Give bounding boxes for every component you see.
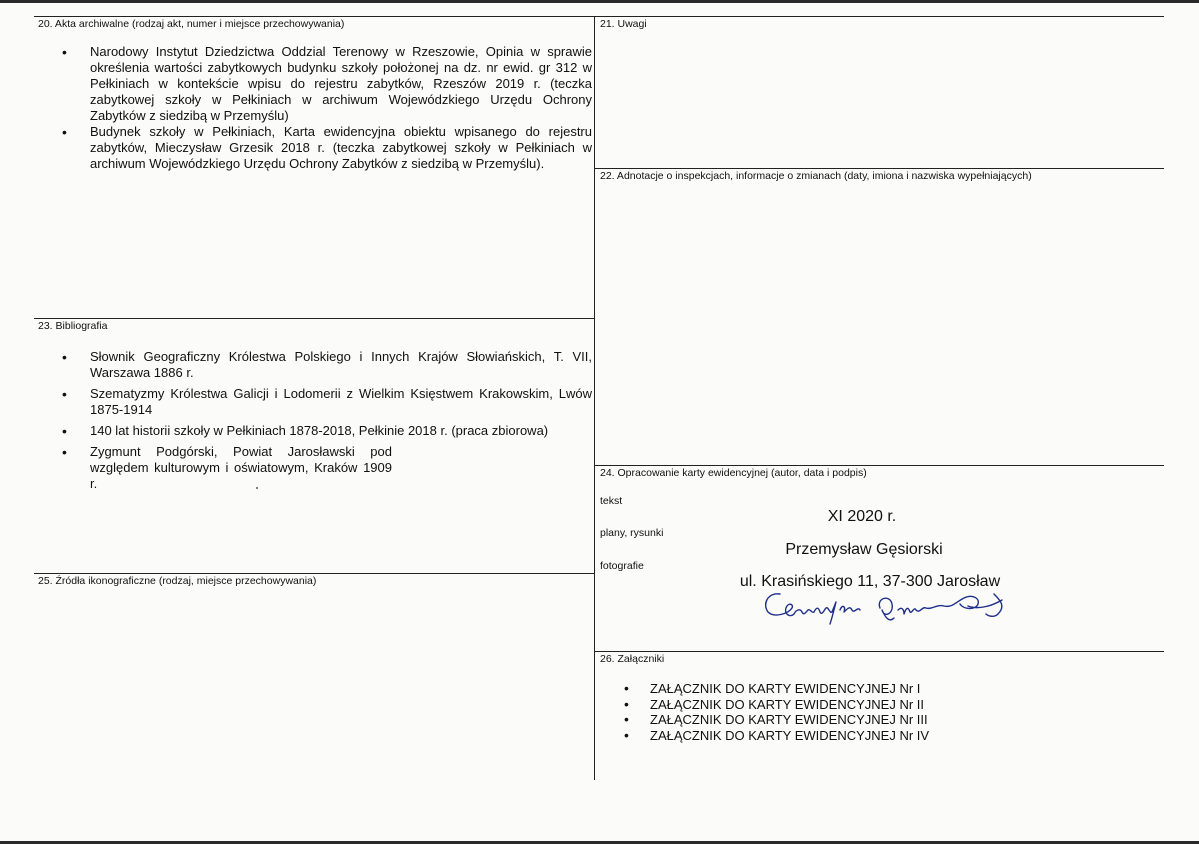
scan-speck — [256, 487, 258, 489]
grid-line-21-22 — [594, 168, 1164, 169]
grid-line-top — [34, 16, 1164, 17]
list-item: • Słownik Geograficzny Królestwa Polskiego i Innych Krajów Słowiańskich, T. VII, Warszawa 1886 r. — [62, 349, 592, 381]
section-21-heading: 21. Uwagi — [600, 18, 647, 30]
list-item: • ZAŁĄCZNIK DO KARTY EWIDENCYJNEJ Nr III — [624, 712, 1044, 728]
signature-icon — [758, 584, 1020, 626]
section-20-heading: 20. Akta archiwalne (rodzaj akt, numer i miejsce przechowywania) — [38, 18, 345, 30]
list-item: • ZAŁĄCZNIK DO KARTY EWIDENCYJNEJ Nr II — [624, 697, 1044, 713]
author-date: XI 2020 r. — [827, 508, 897, 525]
grid-line-center — [594, 16, 595, 780]
author-name: Przemysław Gęsiorski — [785, 541, 943, 558]
section-23-list — [62, 349, 592, 497]
section-26-heading: 26. Załączniki — [600, 653, 665, 665]
list-item: • Budynek szkoły w Pełkiniach, Karta ewidencyjna obiektu wpisanego do rejestru zabytków, Mieczysław Grzesik 2018 r. (teczka zabytkowej szkoły w Pełkiniach w archiwum Wojewódzkiego Urzędu Ochrony Zabytków z siedzibą w Przemyślu). — [62, 124, 592, 172]
section-20-list — [62, 44, 592, 172]
grid-line-23-25 — [34, 573, 594, 574]
grid-line-22-24 — [594, 465, 1164, 466]
section-26-list — [624, 681, 1044, 743]
list-item: • Zygmunt Podgórski, Powiat Jarosławski pod względem kulturowym i oświatowym, Kraków 1909 r. — [62, 444, 592, 492]
section-25-heading: 25. Źródła ikonograficzne (rodzaj, miejsce przechowywania) — [38, 575, 317, 587]
grid-line-24-26 — [594, 651, 1164, 652]
section-24-heading: 24. Opracowanie karty ewidencyjnej (autor, data i podpis) — [600, 467, 867, 479]
section-22-heading: 22. Adnotacje o inspekcjach, informacje o zmianach (daty, imiona i nazwiska wypełniających) — [600, 170, 1032, 182]
author-address: ul. Krasińskiego 11, 37-300 Jarosław — [739, 573, 1001, 590]
list-item: • Narodowy Instytut Dziedzictwa Oddzial Terenowy w Rzeszowie, Opinia w sprawie określenia wartości zabytkowych budynku szkoły położonej na dz. nr ewid. gr 312 w Pełkiniach w kontekście wpisu do rejestru zabytków, Rzeszów 2019 r. (teczka zabytkowej szkoły w Pełkiniach w archiwum Wojewódzkiego Urzędu Ochrony Zabytków z siedzibą w Przemyślu) — [62, 44, 592, 124]
list-item: • ZAŁĄCZNIK DO KARTY EWIDENCYJNEJ Nr IV — [624, 728, 1044, 744]
list-item: • ZAŁĄCZNIK DO KARTY EWIDENCYJNEJ Nr I — [624, 681, 1044, 697]
label-tekst: tekst — [600, 495, 623, 507]
label-fotografie: fotografie — [600, 560, 644, 572]
list-item: • 140 lat historii szkoły w Pełkiniach 1878-2018, Pełkinie 2018 r. (praca zbiorowa) — [62, 423, 592, 439]
grid-line-20-23 — [34, 318, 594, 319]
section-23-heading: 23. Bibliografia — [38, 320, 108, 332]
list-item: • Szematyzmy Królestwa Galicji i Lodomerii z Wielkim Księstwem Krakowskim, Lwów 1875-1914 — [62, 386, 592, 418]
scan-top-edge — [0, 0, 1199, 3]
label-plany-rysunki: plany, rysunki — [600, 527, 664, 539]
